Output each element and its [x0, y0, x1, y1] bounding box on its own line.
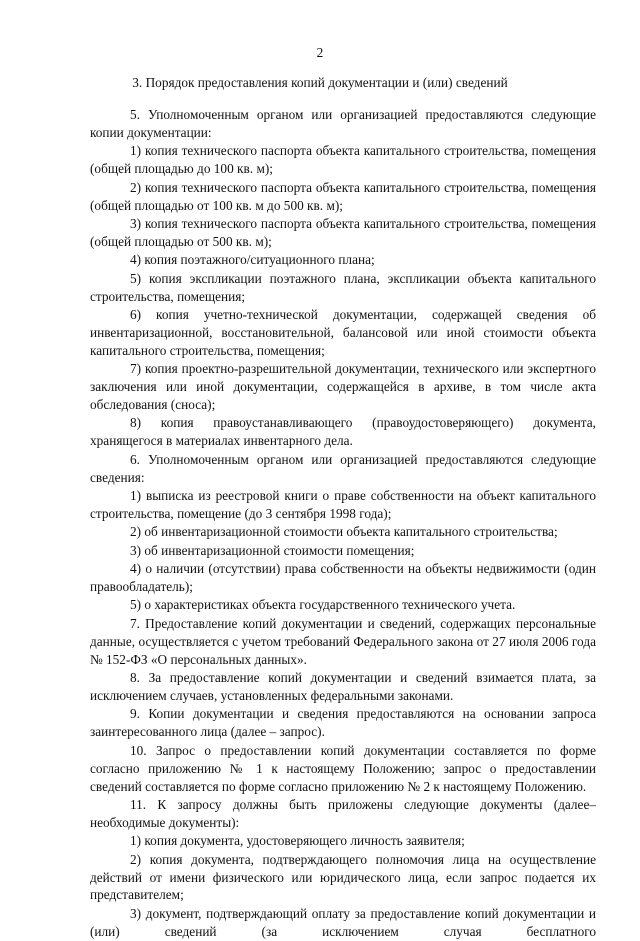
list-item-6-4: 4) о наличии (отсутствии) права собственности на объекты недвижимости (один правообладатель);: [90, 561, 596, 595]
list-item-5-2: 2) копия технического паспорта объекта капитального строительства, помещения (общей площадью от 100 кв. м до 500 кв. м);: [90, 179, 596, 213]
paragraph-9: 9. Копии документации и сведения предоставляются на основании запроса заинтересованного лица (далее – запрос).: [90, 706, 596, 740]
list-item-6-1: 1) выписка из реестровой книги о праве собственности на объект капитального строительства, помещение (до 3 сентября 1998 года);: [90, 488, 596, 521]
paragraph-8: 8. За предоставление копий документации и сведений взимается плата, за исключением случаев, установленных федеральными законами.: [90, 670, 596, 703]
list-item-11-2: 2) копия документа, подтверждающего полномочия лица на осуществление действий от имени физического или юридического лица, если запрос подается их представителем;: [90, 851, 596, 903]
paragraph-11-intro: 11. К запросу должны быть приложены следующие документы (далее– необходимые документы):: [90, 796, 596, 830]
paragraph-5-intro: 5. Уполномоченным органом или организацией предоставляются следующие копии документации:: [90, 107, 596, 140]
list-item-11-1: 1) копия документа, удостоверяющего личность заявителя;: [130, 833, 465, 849]
list-item-5-6: 6) копия учетно-технической документации, содержащей сведения об инвентаризационной, восстановительной, балансовой или иной стоимости объекта капитального строительства, помещения;: [90, 306, 596, 358]
list-item-5-7: 7) копия проектно-разрешительной документации, технического или экспертного заключения или иной документации, содержащейся в архиве, в том числе акта обследования (сноса);: [90, 361, 596, 412]
list-item-5-4: 4) копия поэтажного/ситуационного плана;: [130, 252, 375, 268]
list-item-11-3: 3) документ, подтверждающий оплату за предоставление копий документации и (или) сведений (за исключением случая бесплатного: [90, 905, 596, 939]
section-heading: 3. Порядок предоставления копий документации и (или) сведений: [132, 75, 508, 90]
paragraph-10: 10. Запрос о предоставлении копий документации составляется по форме согласно приложению № 1 к настоящему Положению; запрос о предоставлении сведений составляется по форме согласно приложению № 2 к настоящему Положению.: [90, 742, 596, 794]
list-item-6-3: 3) об инвентаризационной стоимости помещения;: [130, 542, 415, 558]
paragraph-7: 7. Предоставление копий документации и сведений, содержащих персональные данные, осуществляется с учетом требований Федерального закона от 27 июля 2006 года № 152-ФЗ «О персональных данных».: [90, 615, 596, 667]
page-number: 2: [316, 45, 324, 60]
paragraph-6-intro: 6. Уполномоченным органом или организацией предоставляются следующие сведения:: [90, 451, 596, 485]
list-item-6-5: 5) о характеристиках объекта государственного технического учета.: [130, 597, 516, 613]
list-item-5-1: 1) копия технического паспорта объекта капитального строительства, помещения (общей площадью до 100 кв. м);: [90, 143, 596, 177]
list-item-5-3: 3) копия технического паспорта объекта капитального строительства, помещения (общей площадью от 500 кв. м);: [90, 215, 596, 249]
list-item-5-5: 5) копия экспликации поэтажного плана, экспликации объекта капитального строительства, помещения;: [90, 270, 596, 304]
list-item-6-2: 2) об инвентаризационной стоимости объекта капитального строительства;: [130, 524, 558, 540]
document-body: [90, 106, 596, 941]
list-item-5-8: 8) копия правоустанавливающего (правоудостоверяющего) документа, хранящегося в материалах инвентарного дела.: [90, 415, 596, 449]
